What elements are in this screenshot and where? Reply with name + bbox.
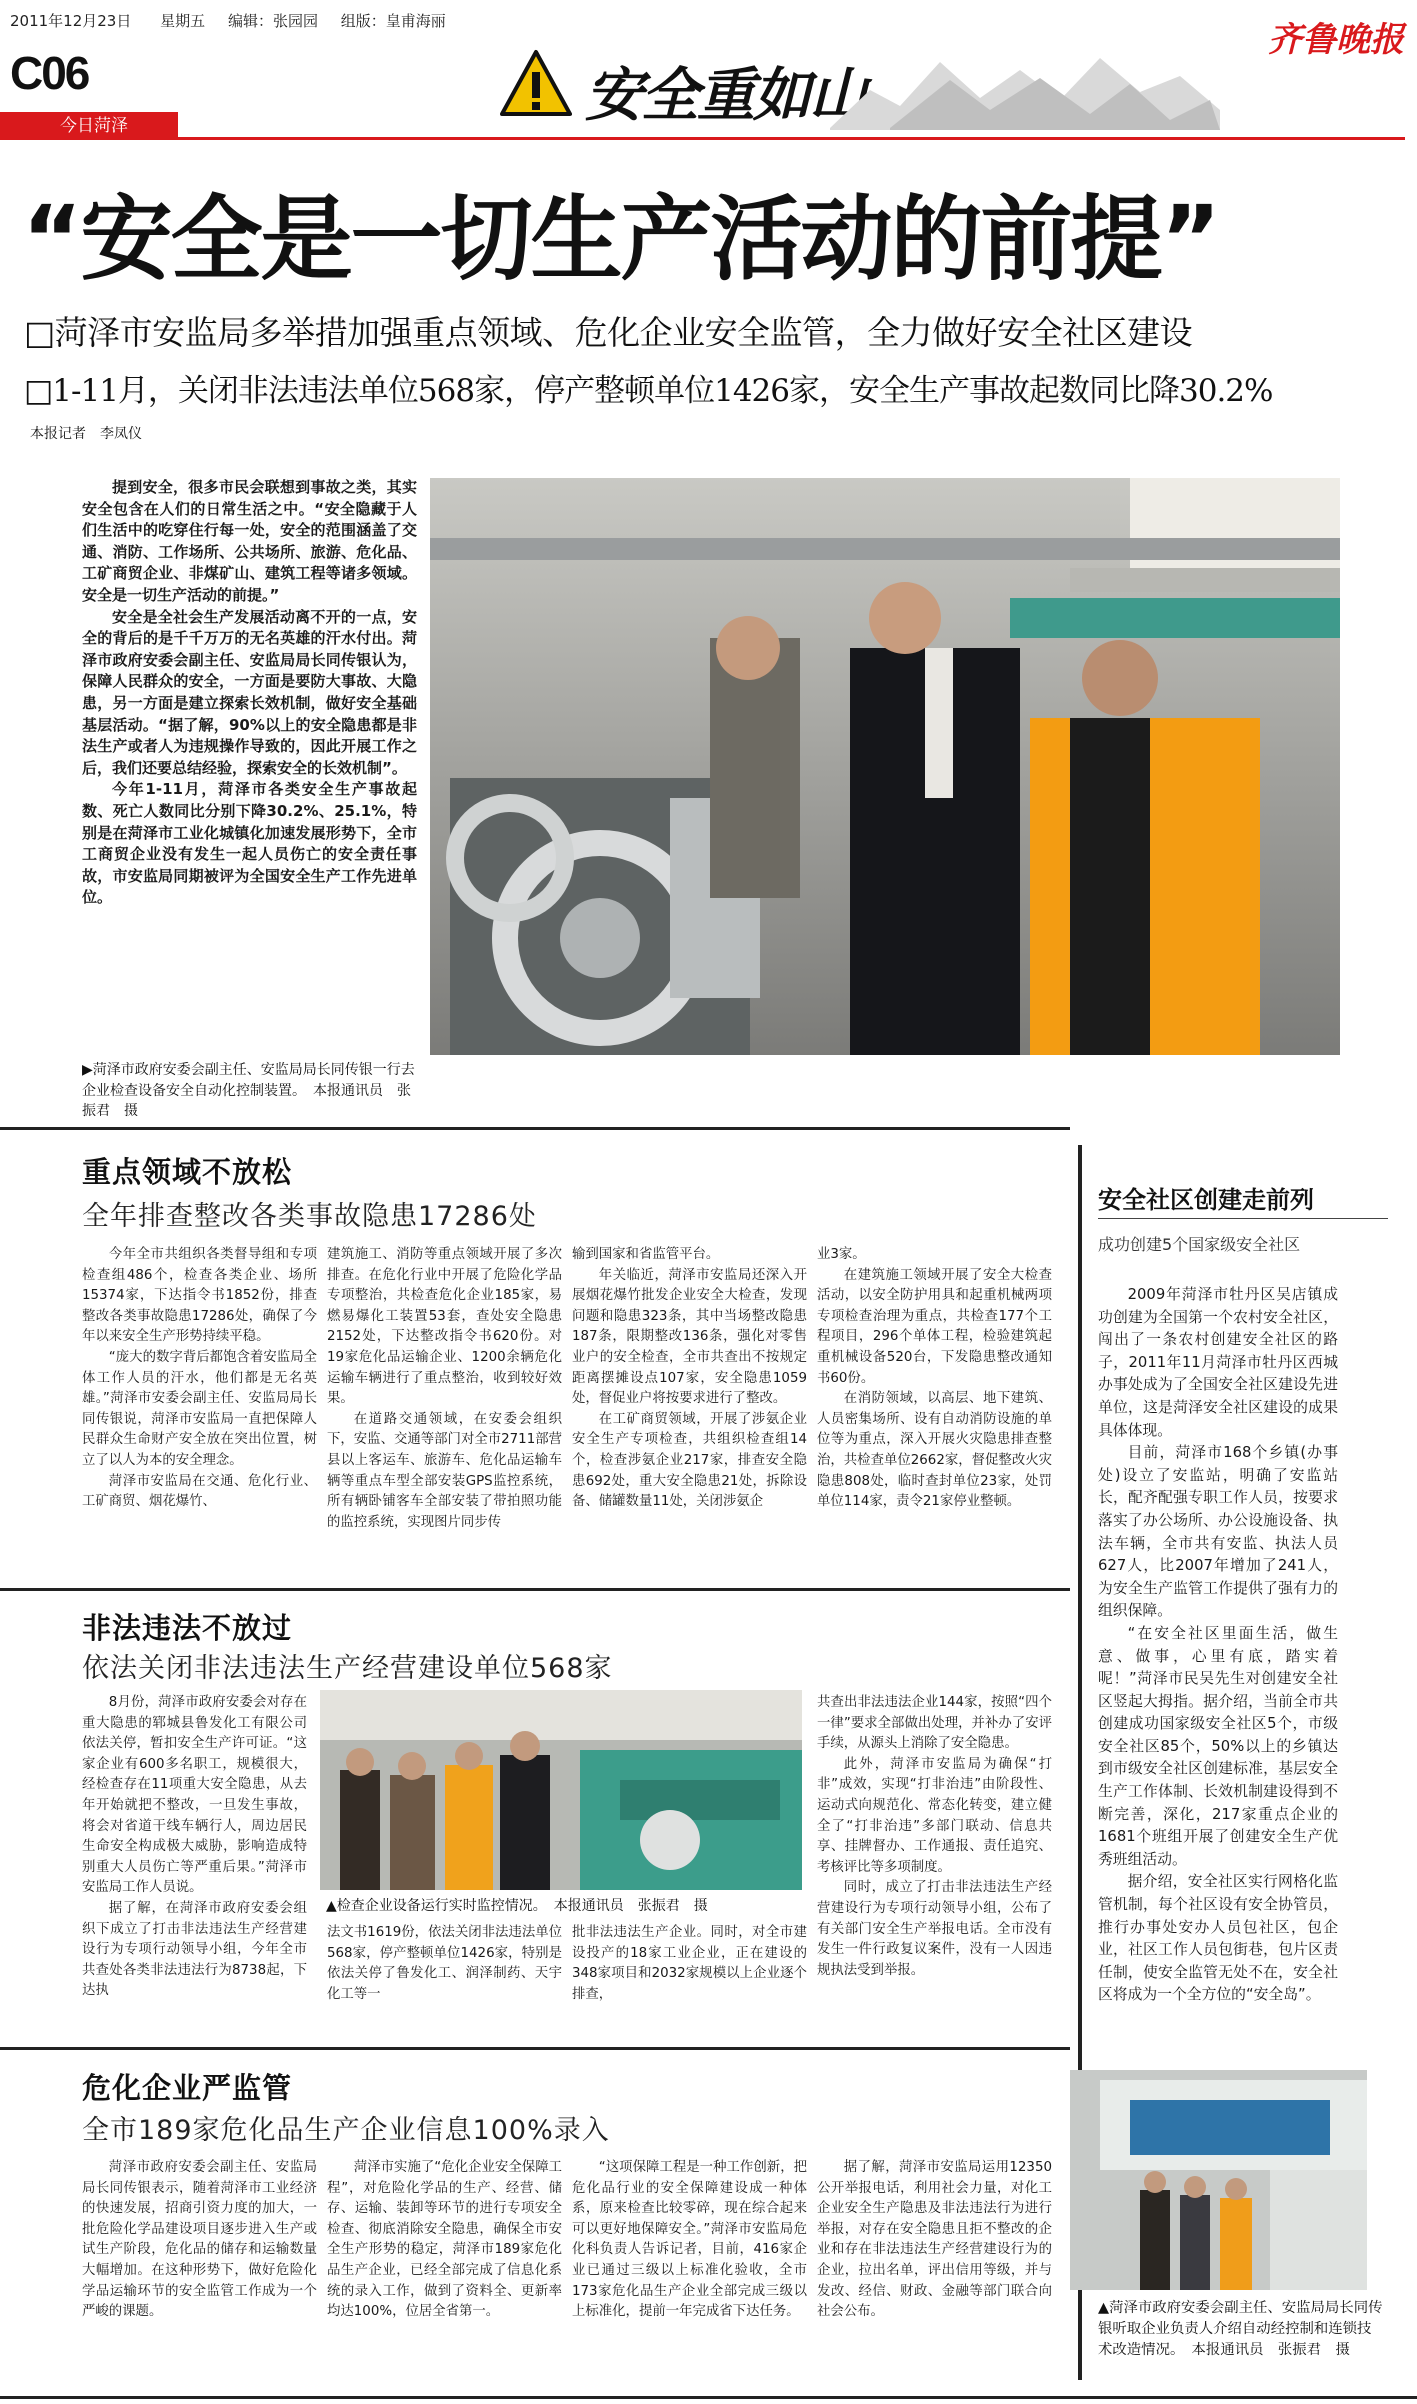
weekday-text: 星期五 [160, 12, 206, 30]
sec1-subtitle: 全年排查整改各类事故隐患17286处 [82, 1201, 537, 1232]
sec2-subtitle: 依法关闭非法违法生产经营建设单位568家 [82, 1653, 613, 1684]
lead-paragraph: 安全是全社会生产发展活动离不开的一点，安全的背后的是千千万万的无名英雄的汗水付出。菏泽市政府安委会副主任、安监局局长同传银认为，保障人民群众的安全，一方面是要防大事故、大隐患，另一方面是建立探索长效机制，做好安全基础基层活动。“据了解，90%以上的安全隐患都是非法生产或者人为违规操作导致的，因此开展工作之后，我们还要总结经验，探索安全的长效机制”。 [82, 607, 417, 777]
sec1-column-1 [82, 1245, 317, 1513]
sidebar-rule [1098, 1218, 1388, 1219]
paragraph: 同时，成立了打击非法违法生产经营建设行为专项行动领导小组，公布了有关部门安全生产举报电话。全市没有发生一件行政复议案件，没有一人因违规执法受到举报。 [817, 1880, 1052, 1978]
paragraph: 今年全市共组织各类督导组和专项检查组486个，检查各类企业、场所15374家，下达指令书1852份，排查整改各类事故隐患17286处，确保了今年以来安全生产形势持续平稳。 [82, 1247, 317, 1345]
sec2-column-4 [817, 1693, 1052, 1981]
paragraph: 批非法违法生产企业。同时，对全市建设投产的18家工业企业，正在建设的348家项目和2032家规模以上企业逐个排查， [572, 1925, 807, 2002]
sidebar-body [1098, 1284, 1338, 2007]
red-rule [178, 137, 1405, 140]
sec1-column-2 [327, 1245, 562, 1533]
sec2-column-1 [82, 1693, 307, 2002]
lead-paragraph: 今年1-11月，菏泽市各类安全生产事故起数、死亡人数同比分别下降30.2%、25.1%，特别是在菏泽市工业化城镇化加速发展形势下，全市工商贸企业没有发生一起人员伤亡的安全责任事故，市安监局同期被评为全国安全生产工作先进单位。 [82, 780, 417, 907]
paragraph: 业3家。 [817, 1247, 866, 1262]
paragraph: 此外，菏泽市安监局为确保“打非”成效，实现“打非治违”由阶段性、运动式向规范化、常态化转变，建立健全了“打非治违”多部门联动、信息共享、挂牌督办、工作通报、责任追究、考核评比等多项制度。 [817, 1756, 1052, 1875]
paragraph: 目前，菏泽市168个乡镇(办事处)设立了安监站，明确了安监站长，配齐配强专职工作人员，按要求落实了办公场所、办公设施设备、执法车辆，全市共有安监、执法人员627人，比2007年增加了241人，为安全生产监管工作提供了强有力的组织保障。 [1098, 1444, 1338, 1620]
paragraph: 菏泽市安监局在交通、危化行业、工矿商贸、烟花爆竹、 [82, 1473, 317, 1510]
brand-logo [1268, 12, 1404, 61]
headline: “安全是一切生产活动的前提” [22, 186, 1219, 293]
lead-text [82, 477, 417, 909]
paragraph: “这项保障工程是一种工作创新，把危化品行业的安全保障建设成一种体系，原来检查比较零碎，现在综合起来可以更好地保障安全。”菏泽市安监局危化科负责人告诉记者，目前，416家企业已通过三级以上标准化验收，全市173家危化品生产企业全部完成三级以上标准化，提前一年完成省下达任务。 [572, 2160, 807, 2320]
editor-text: 编辑：张园园 [227, 12, 318, 30]
section-tag-label: 今日菏泽 [60, 116, 128, 136]
paragraph: 据了解，在菏泽市政府安委会组织下成立了打击非法违法生产经营建设行为专项行动领导小组，今年全市共查处各类非法违法行为8738起，下达执 [82, 1900, 307, 1999]
column-title: 安全重如山 [585, 61, 866, 129]
sec3-column-2 [327, 2158, 562, 2323]
paragraph: 在建筑施工领域开展了安全大检查活动，以安全防护用具和起重机械两项专项检查治理为重点，共检查177个工程项目，296个单体工程，检验建筑起重机械设备520台，下发隐患整改通知书60份。 [817, 1267, 1052, 1386]
sec2-column-2 [327, 1923, 562, 2005]
paragraph: 在工矿商贸领域，开展了涉氨企业安全生产专项检查，共组织检查组14个，检查涉氨企业217家，排查安全隐患692处，重大安全隐患21处，拆除设备、储罐数量11处，关闭涉氨企 [572, 1411, 807, 1510]
paragraph: “在安全社区里面生活，做生意、做事，心里有底，踏实着呢！”菏泽市民吴先生对创建安全社区竖起大拇指。据介绍，当前全市共创建成功国家级安全社区5个，市级安全社区85个，50%以上的乡镇达到市级安全社区创建标准，基层安全生产工作体制、长效机制建设得到不断完善，深化，217家重点企业的1681个班组开展了创建安全生产优秀班组活动。 [1098, 1624, 1338, 1868]
sec3-subtitle: 全市189家危化品生产企业信息100%录入 [82, 2115, 610, 2146]
paragraph: 输到国家和省监管平台。 [572, 1247, 720, 1262]
paragraph: 法文书1619份，依法关闭非法违法单位568家，停产整顿单位1426家，特别是依法关停了鲁发化工、润泽制药、天宇化工等一 [327, 1925, 562, 2002]
paragraph: 8月份，菏泽市政府安委会对存在重大隐患的郓城县鲁发化工有限公司依法关停，暂扣安全生产许可证。“这家企业有600多名职工，规模很大，经检查存在11项重大安全隐患，从去年开始就把不整改，一旦发生事故，将会对省道干线车辆行人，周边居民生命安全构成极大威胁，影响造成特别重大人员伤亡等严重后果。”菏泽市安监局工作人员说。 [82, 1695, 307, 1896]
bottom-rule [0, 2396, 1417, 2399]
sec3-column-1 [82, 2158, 317, 2323]
paragraph: 在道路交通领域，在安委会组织下，安监、交通等部门对全市2711部营县以上客运车、旅游车、危化品运输车辆等重点车型全部安装GPS监控系统，所有辆卧铺客车全部安装了带拍照功能的监控系统，实现图片同步传 [327, 1411, 562, 1530]
mountain-decoration [830, 40, 1220, 130]
sec3-title: 危化企业严监管 [82, 2071, 293, 2105]
sec1-title: 重点领域不放松 [82, 1155, 293, 1189]
subhead-2: □1-11月，关闭非法违法单位568家，停产整顿单位1426家，安全生产事故起数同比降30.2% [24, 373, 1273, 409]
brand-text: 齐鲁晚报 [1268, 20, 1404, 60]
paragraph: 菏泽市实施了“危化企业安全保障工程”，对危险化学品的生产、经营、储存、运输、装卸等环节的进行专项安全检查、彻底消除安全隐患，确保全市安全生产形势的稳定，菏泽市189家危化品生产企业，已经全部完成了信息化系统的录入工作，做到了资料全、更新率均达100%，位居全省第一。 [327, 2160, 562, 2320]
paragraph: “庞大的数字背后都饱含着安监局全体工作人员的汗水，他们都是无名英雄。”菏泽市安委会副主任、安监局局长同传银说，菏泽市安监局一直把保障人民群众生命财产安全放在突出位置，树立了以人为本的安全理念。 [82, 1349, 317, 1468]
paragraph: 据了解，菏泽市安监局运用12350公开举报电话，利用社会力量，对化工企业安全生产隐患及非法违法行为进行举报，对存在安全隐患且拒不整改的企业和存在非法违法生产经营建设行为的企业，拉出名单，评出信用等级，并与发改、经信、财政、金融等部门联合向社会公布。 [817, 2160, 1052, 2320]
paragraph: 菏泽市政府安委会副主任、安监局局长同传银表示，随着菏泽市工业经济的快速发展，招商引资力度的加大，一批危险化学品建设项目逐步进入生产或试生产阶段，危化品的储存和运输数量大幅增加。在这种形势下，做好危险化学品运输环节的安全监管工作成为一个严峻的课题。 [82, 2160, 317, 2320]
layout-text: 组版：皇甫海丽 [340, 12, 446, 30]
paragraph: 在消防领域，以高层、地下建筑、人员密集场所、设有自动消防设施的单位等为重点，深入开展火灾隐患排查整治，共检查单位2662家，督促整改火灾隐患808处，临时查封单位23家，处罚单位114家，责令21家停业整顿。 [817, 1391, 1052, 1510]
main-photo [430, 478, 1340, 1055]
section-divider [0, 1588, 1070, 1591]
section-divider [0, 2047, 1070, 2050]
masthead-dateline [10, 10, 446, 31]
main-photo-caption: ▶菏泽市政府安委会副主任、安监局局长同传银一行去企业检查设备安全自动化控制装置。 本报通讯员 张振君 摄 [82, 1062, 415, 1120]
sidebar-subtitle: 成功创建5个国家级安全社区 [1098, 1235, 1301, 1254]
page-number: C06 [10, 47, 89, 99]
paragraph: 2009年菏泽市牡丹区吴店镇成功创建为全国第一个农村安全社区，闯出了一条农村创建安全社区的路子，2011年11月菏泽市牡丹区西城办事处成为了全国安全社区建设先进单位，这是菏泽安全社区建设的成果具体体现。 [1098, 1286, 1338, 1439]
inspection-photo [320, 1690, 802, 1890]
paragraph: 据介绍，安全社区实行网格化监管机制，每个社区设有安全协管员，推行办事处安办人员包社区，包企业，社区工作人员包街巷，包片区责任制，使安全监管无处不在，安全社区将成为一个全方位的“安全岛”。 [1098, 1873, 1338, 2004]
inspection-photo-caption: ▲检查企业设备运行实时监控情况。 本报通讯员 张振君 摄 [326, 1898, 708, 1914]
sec3-column-3 [572, 2158, 807, 2323]
section-divider [0, 1127, 1070, 1130]
paragraph: 建筑施工、消防等重点领域开展了多次排查。在危化行业中开展了危险化学品专项整治，共检查危化企业185家，易燃易爆化工装置53套，查处安全隐患2152处，下达整改指令书620份。对19家危化品运输企业、1200余辆危化运输车辆进行了重点整治，收到较好效果。 [327, 1247, 562, 1407]
control-room-caption: ▲菏泽市政府安委会副主任、安监局局长同传银听取企业负责人介绍自动经控制和连锁技术改造情况。 本报通讯员 张振君 摄 [1098, 2300, 1383, 2358]
section-tag [0, 112, 178, 140]
control-room-photo [1070, 2070, 1367, 2290]
lead-paragraph: 提到安全，很多市民会联想到事故之类，其实安全包含在人们的日常生活之中。“安全隐藏于人们生活中的吃穿住行每一处，安全的范围涵盖了交通、消防、工作场所、公共场所、旅游、危化品、工矿商贸企业、非煤矿山、建筑工程等诸多领域。安全是一切生产活动的前提。” [82, 478, 417, 604]
sec3-column-4 [817, 2158, 1052, 2323]
warning-icon [500, 48, 572, 120]
date-text: 2011年12月23日 [10, 12, 132, 30]
sec2-title: 非法违法不放过 [82, 1611, 293, 1645]
sidebar-title: 安全社区创建走前列 [1098, 1186, 1314, 1214]
paragraph: 年关临近，菏泽市安监局还深入开展烟花爆竹批发企业安全大检查，发现问题和隐患323条，其中当场整改隐患187条，限期整改136条，强化对零售业户的安全检查，全市共查出不按规定距离摆摊设点107家，安全隐患1059处，督促业户将按要求进行了整改。 [572, 1267, 807, 1407]
sec1-column-4 [817, 1245, 1052, 1513]
paragraph: 共查出非法违法企业144家，按照“四个一律”要求全部做出处理，并补办了安评手续，从源头上消除了安全隐患。 [817, 1695, 1052, 1752]
sec2-column-3 [572, 1923, 807, 2005]
subhead-1: □菏泽市安监局多举措加强重点领域、危化企业安全监管，全力做好安全社区建设 [24, 313, 1193, 352]
byline: 本报记者 李凤仪 [30, 426, 142, 442]
sec1-column-3 [572, 1245, 807, 1513]
